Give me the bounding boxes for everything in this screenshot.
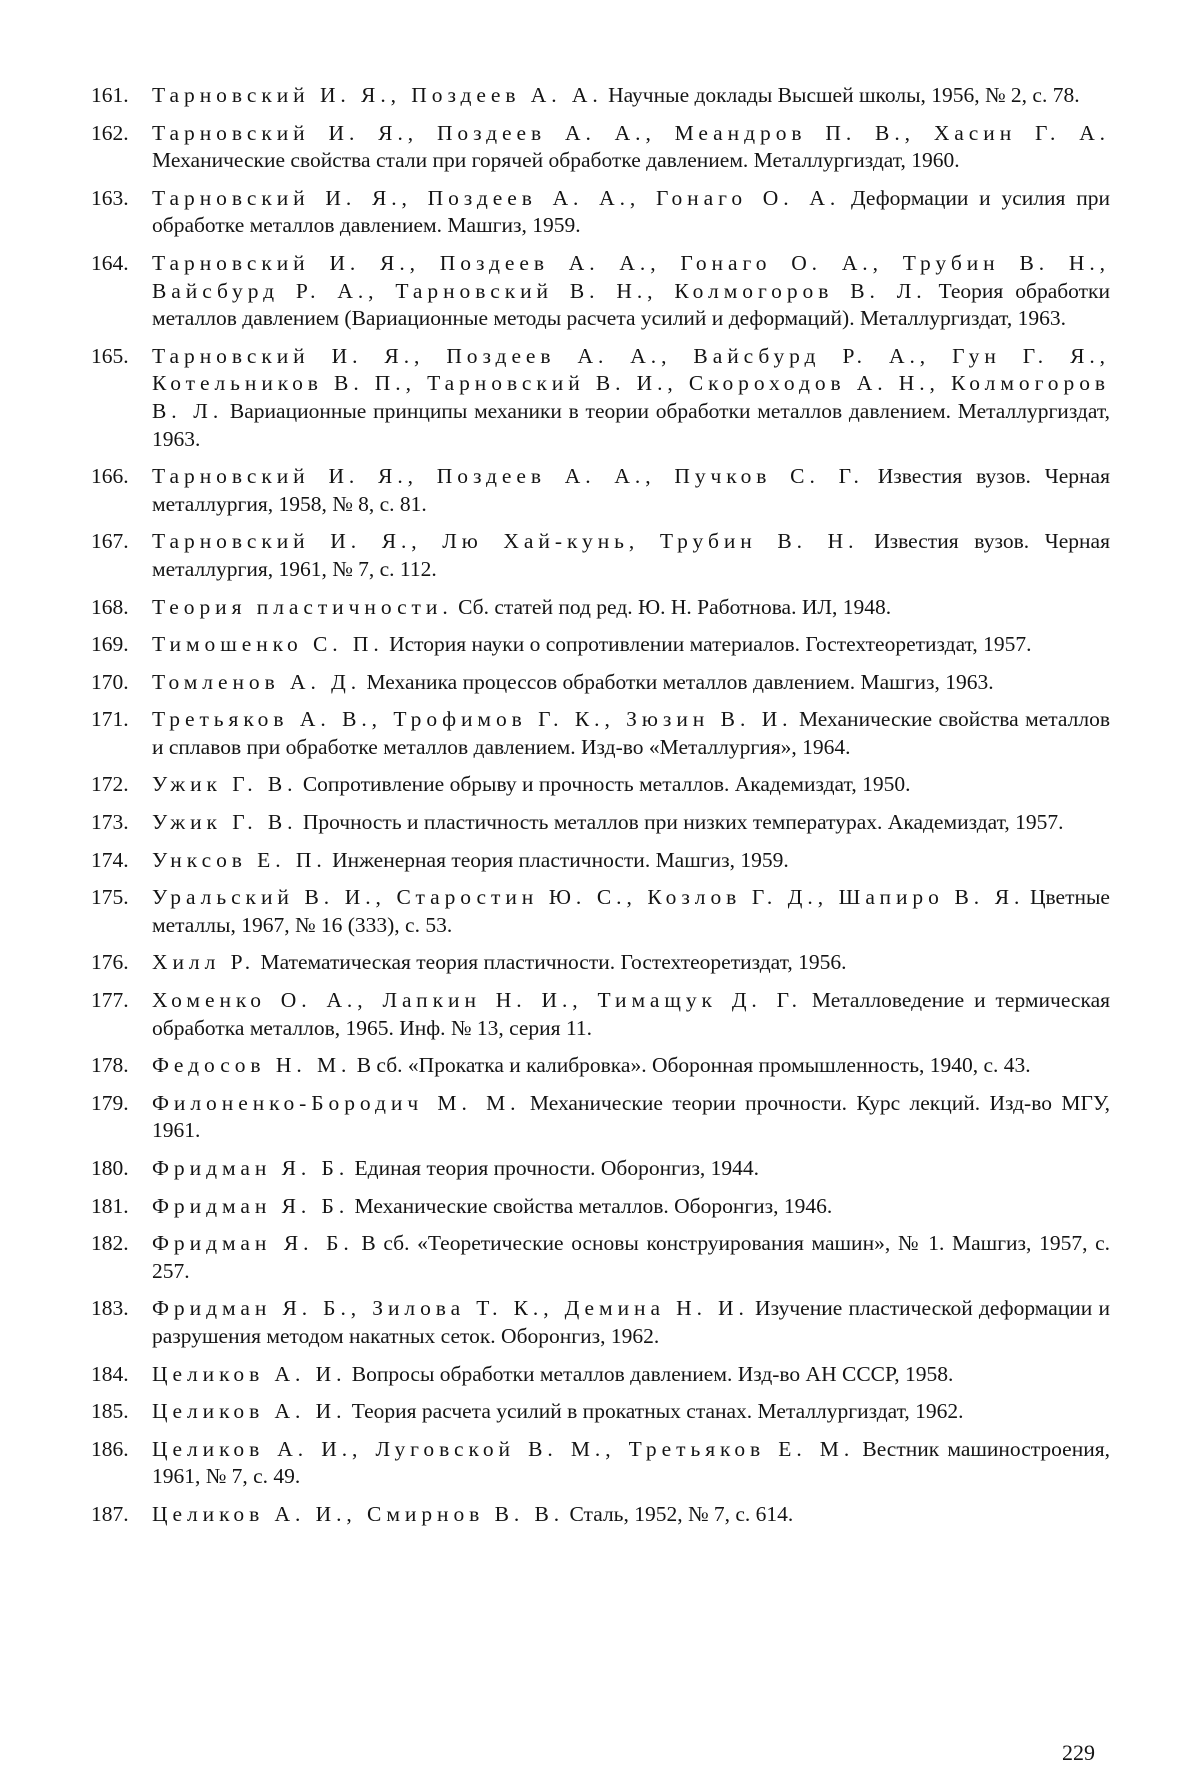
reference-text: В сб. «Теоретические основы конструирования машин», № 1. Машгиз, 1957, с. 257. [152, 1231, 1110, 1283]
reference-number: 165. [91, 343, 129, 368]
reference-authors: Хоменко О. А., Лапкин Н. И., Тимащук Д. Г. [152, 988, 802, 1013]
reference-number: 175. [91, 885, 129, 910]
reference-text: Сопротивление обрыву и прочность металлов. Академиздат, 1950. [297, 772, 911, 797]
reference-item [91, 884, 1110, 939]
reference-text: Металловедение и термическая обработка металлов, 1965. Инф. № 13, серия 11. [152, 988, 1110, 1040]
reference-text: Научные доклады Высшей школы, 1956, № 2, с. 78. [602, 83, 1080, 107]
reference-item [91, 120, 1110, 175]
reference-authors: Тарновский И. Я., Поздеев А. А., Пучков С. Г. [152, 464, 864, 489]
reference-item [91, 847, 1110, 875]
reference-text: Вариационные принципы механики в теории обработки металлов давлением. Металлургиздат, 1963. [152, 398, 1110, 451]
reference-text: Механика процессов обработки металлов давлением. Машгиз, 1963. [361, 669, 994, 694]
reference-number: 169. [91, 632, 129, 657]
reference-text: Теория расчета усилий в прокатных станах. Металлургиздат, 1962. [346, 1399, 964, 1424]
reference-authors: Ужик Г. В. [152, 772, 298, 797]
reference-item [91, 949, 1110, 977]
reference-authors: Тарновский И. Я., Поздеев А. А., Меандров П. В., Хасин Г. А. [152, 120, 1110, 145]
reference-authors: Фридман Я. Б., Зилова Т. К., Демина Н. И. [152, 1296, 749, 1321]
reference-authors: Унксов Е. П. [152, 847, 327, 872]
reference-item [91, 1090, 1110, 1145]
reference-number: 162. [91, 120, 129, 145]
reference-text: Механические свойства стали при горячей обработке давлением. Металлургиздат, 1960. [152, 148, 960, 173]
reference-number: 163. [91, 185, 129, 210]
reference-number: 164. [91, 250, 129, 275]
reference-text: Известия вузов. Черная металлургия, 1961, № 7, с. 112. [152, 529, 1110, 581]
reference-text: Механические свойства металлов и сплавов при обработке металлов давлением. Изд-во «Металлургия», 1964. [152, 707, 1110, 759]
reference-item [91, 185, 1110, 240]
reference-list [91, 82, 1110, 1539]
reference-number: 166. [91, 464, 129, 489]
reference-number: 171. [91, 707, 129, 732]
reference-number: 174. [91, 847, 129, 872]
reference-authors: Целиков А. И. [152, 1399, 347, 1424]
reference-text: Механические теории прочности. Курс лекций. Изд-во МГУ, 1961. [152, 1090, 1110, 1143]
reference-authors: Тарновский И. Я., Поздеев А. А., Вайсбурд Р. А., Гун Г. Я., Котельников В. П., Тарновский В. И., Скороходов А. Н., Колмогоров В. Л. [152, 343, 1110, 423]
reference-number: 186. [91, 1436, 129, 1461]
reference-text: Сталь, 1952, № 7, с. 614. [564, 1501, 794, 1526]
reference-item [91, 631, 1110, 659]
reference-authors: Целиков А. И. [152, 1361, 347, 1386]
reference-number: 180. [91, 1156, 129, 1180]
reference-item [91, 594, 1110, 622]
reference-item [91, 528, 1110, 583]
reference-text: Сб. статей под ред. Ю. Н. Работнова. ИЛ, 1948. [452, 594, 892, 619]
reference-item [91, 82, 1110, 110]
reference-authors: Тарновский И. Я., Поздеев А. А., Гонаго О. А., Трубин В. Н., Вайсбурд Р. А., Тарновский В. Н., Колмогоров В. Л. [152, 250, 1110, 303]
reference-text: Вопросы обработки металлов давлением. Изд-во АН СССР, 1958. [346, 1361, 954, 1386]
reference-number: 173. [91, 810, 129, 835]
reference-authors: Тарновский И. Я., Лю Хай-кунь, Трубин В. Н. [152, 529, 859, 554]
reference-text: Деформации и усилия при обработке металлов давлением. Машгиз, 1959. [152, 185, 1110, 238]
reference-item [91, 1193, 1110, 1221]
reference-number: 168. [91, 594, 129, 619]
reference-authors: Целиков А. И., Луговской В. М., Третьяков Е. М. [152, 1436, 855, 1461]
reference-number: 161. [91, 83, 129, 107]
reference-authors: Тимошенко С. П. [152, 632, 384, 657]
reference-item [91, 1398, 1110, 1426]
reference-text: История науки о сопротивлении материалов. Гостехтеоретиздат, 1957. [383, 632, 1032, 657]
page-number: 229 [1062, 1740, 1095, 1765]
reference-text: Известия вузов. Черная металлургия, 1958, № 8, с. 81. [152, 464, 1110, 516]
reference-number: 172. [91, 772, 129, 797]
reference-text: Цветные металлы, 1967, № 16 (333), с. 53. [152, 885, 1110, 937]
reference-authors: Уральский В. И., Старостин Ю. С., Козлов Г. Д., Шапиро В. Я. [152, 885, 1025, 910]
reference-authors: Третьяков А. В., Трофимов Г. К., Зюзин В. И. [152, 707, 793, 732]
reference-number: 167. [91, 529, 129, 554]
reference-item [91, 1155, 1110, 1183]
reference-authors: Целиков А. И., Смирнов В. В. [152, 1501, 565, 1526]
reference-item [91, 250, 1110, 333]
reference-authors: Томленов А. Д. [152, 669, 362, 694]
reference-authors: Фридман Я. Б. [152, 1156, 350, 1180]
reference-item [91, 1501, 1110, 1529]
reference-text: В сб. «Прокатка и калибровка». Оборонная промышленность, 1940, с. 43. [351, 1053, 1031, 1078]
reference-authors: Тарновский И. Я., Поздеев А. А. [152, 83, 603, 107]
reference-number: 183. [91, 1296, 129, 1321]
reference-number: 177. [91, 988, 129, 1013]
reference-text: Единая теория прочности. Оборонгиз, 1944. [349, 1156, 760, 1180]
reference-number: 176. [91, 950, 129, 975]
reference-number: 184. [91, 1361, 129, 1386]
reference-text: Изучение пластической деформации и разрушения методом накатных сеток. Оборонгиз, 1962. [152, 1296, 1110, 1348]
reference-item [91, 1052, 1110, 1080]
reference-authors: Фридман Я. Б. [152, 1231, 354, 1256]
reference-item [91, 809, 1110, 837]
reference-number: 185. [91, 1399, 129, 1424]
reference-number: 181. [91, 1193, 129, 1218]
reference-item [91, 1361, 1110, 1389]
reference-item [91, 1295, 1110, 1350]
reference-text: Теория обработки металлов давлением (Вариационные методы расчета усилий и деформаций). Металлургиздат, 1963. [152, 278, 1110, 331]
reference-number: 170. [91, 669, 129, 694]
reference-text: Прочность и пластичность металлов при низких температурах. Академиздат, 1957. [297, 810, 1064, 835]
reference-text: Инженерная теория пластичности. Машгиз, 1959. [326, 847, 789, 872]
reference-text: Вестник машиностроения, 1961, № 7, с. 49. [152, 1436, 1110, 1489]
reference-authors: Фридман Я. Б. [152, 1193, 350, 1218]
reference-authors: Теория пластичности. [152, 594, 453, 619]
reference-number: 179. [91, 1090, 129, 1115]
reference-item [91, 1436, 1110, 1491]
reference-item [91, 706, 1110, 761]
reference-number: 187. [91, 1501, 129, 1526]
reference-text: Механические свойства металлов. Оборонгиз, 1946. [349, 1193, 833, 1218]
reference-number: 178. [91, 1053, 129, 1078]
reference-number: 182. [91, 1231, 129, 1256]
reference-text: Математическая теория пластичности. Гостехтеоретиздат, 1956. [255, 950, 847, 975]
reference-authors: Хилл Р. [152, 950, 256, 975]
reference-item [91, 771, 1110, 799]
reference-item [91, 987, 1110, 1042]
reference-authors: Филоненко-Бородич М. М. [152, 1090, 521, 1115]
reference-authors: Тарновский И. Я., Поздеев А. А., Гонаго О. А. [152, 185, 841, 210]
reference-item [91, 343, 1110, 453]
reference-authors: Ужик Г. В. [152, 810, 298, 835]
reference-authors: Федосов Н. М. [152, 1053, 352, 1078]
reference-item [91, 463, 1110, 518]
reference-item [91, 669, 1110, 697]
reference-item [91, 1230, 1110, 1285]
